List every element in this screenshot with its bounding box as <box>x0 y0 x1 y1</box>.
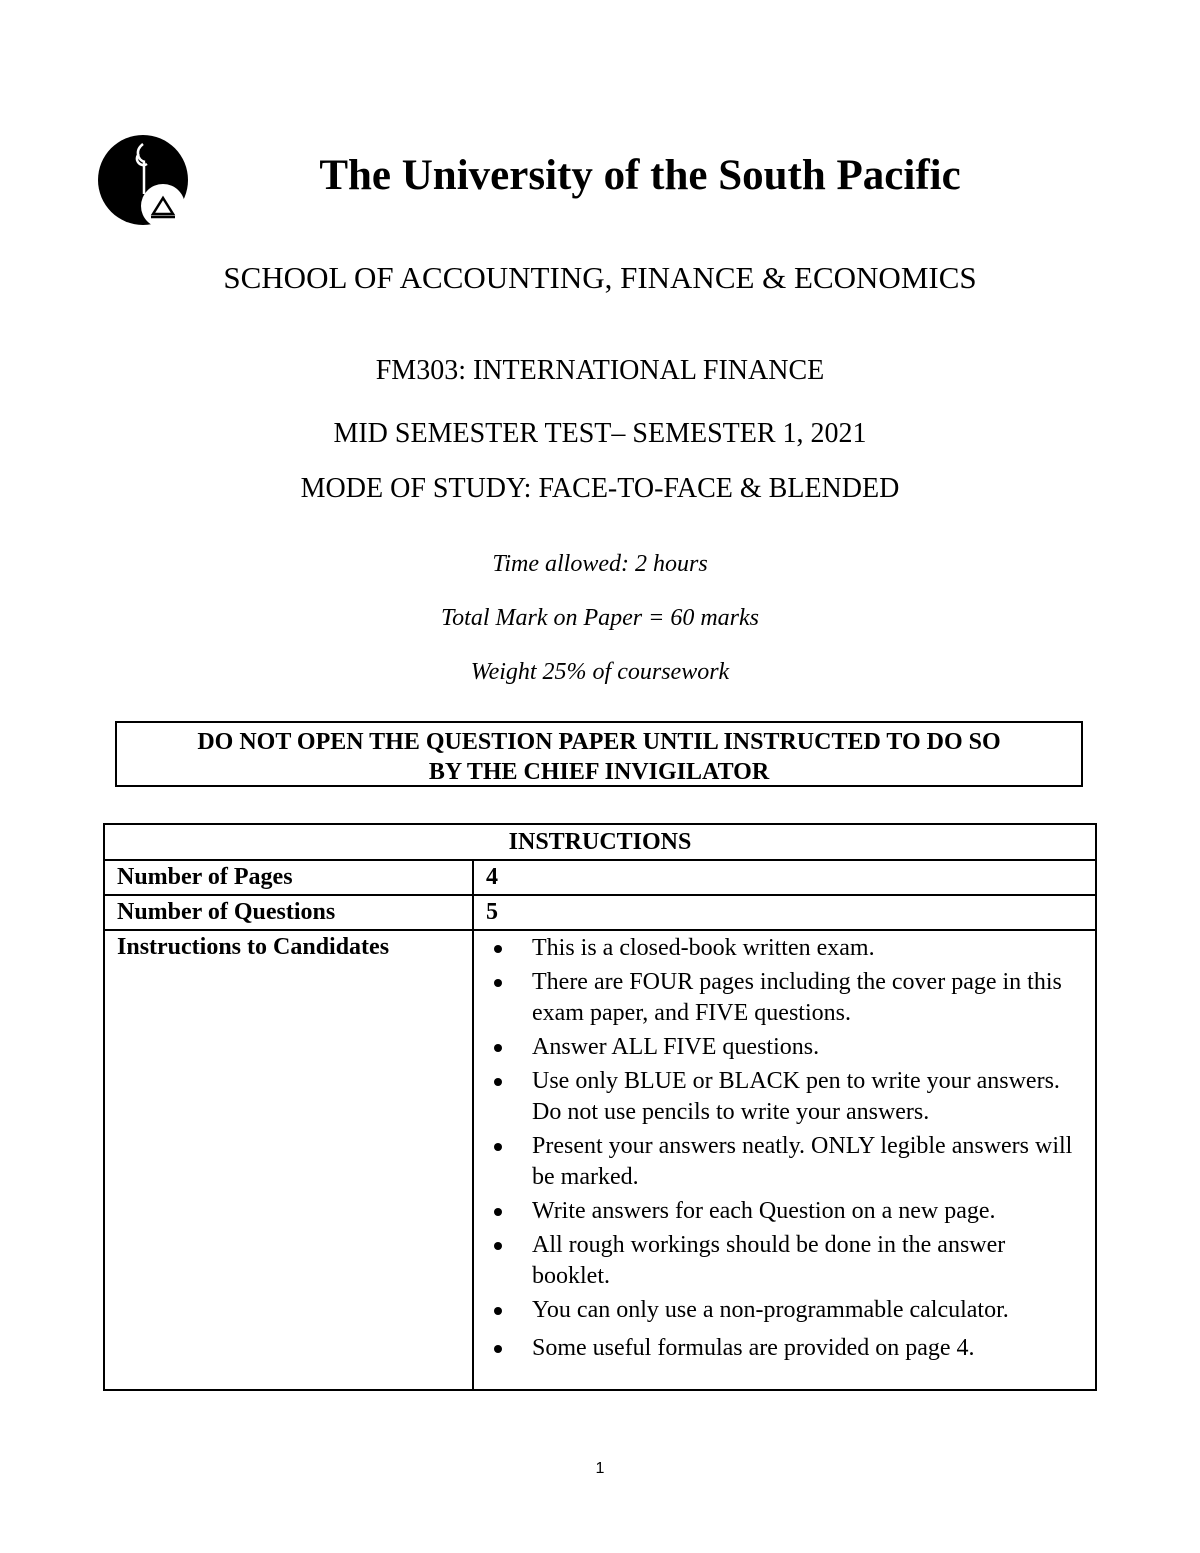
warning-line-1: DO NOT OPEN THE QUESTION PAPER UNTIL INSTRUCTED TO DO SO <box>197 729 1001 755</box>
list-item: Write answers for each Question on a new page. <box>486 1196 1081 1227</box>
candidates-instructions <box>473 930 1096 1390</box>
list-item: This is a closed-book written exam. <box>486 933 1081 964</box>
bullet-icon <box>494 945 502 953</box>
table-row <box>104 930 1096 1390</box>
list-item: Present your answers neatly. ONLY legible answers will be marked. <box>486 1131 1081 1193</box>
list-item: Answer ALL FIVE questions. <box>486 1032 1081 1063</box>
table-row <box>104 895 1096 930</box>
weight: Weight 25% of coursework <box>470 659 730 685</box>
bullet-icon <box>494 1143 502 1151</box>
bullet-icon <box>494 1345 502 1353</box>
bullet-icon <box>494 1242 502 1250</box>
school-name: SCHOOL OF ACCOUNTING, FINANCE & ECONOMICS <box>223 260 977 295</box>
course-title: FM303: INTERNATIONAL FINANCE <box>375 355 825 386</box>
test-title: MID SEMESTER TEST– SEMESTER 1, 2021 <box>333 418 867 449</box>
instruction-list <box>486 931 1095 1389</box>
instructions-table <box>103 823 1097 1391</box>
list-item: You can only use a non-programmable calculator. <box>486 1295 1081 1326</box>
list-item: Some useful formulas are provided on page 4. <box>486 1333 1081 1364</box>
pages-value: 4 <box>473 860 1096 895</box>
warning-line-2: BY THE CHIEF INVIGILATOR <box>428 759 770 785</box>
questions-label: Number of Questions <box>104 895 473 930</box>
time-allowed: Time allowed: 2 hours <box>492 551 708 577</box>
list-item: All rough workings should be done in the answer booklet. <box>486 1230 1081 1292</box>
study-mode: MODE OF STUDY: FACE-TO-FACE & BLENDED <box>300 473 900 504</box>
list-item: Use only BLUE or BLACK pen to write your answers. Do not use pencils to write your answers. <box>486 1066 1081 1128</box>
bullet-icon <box>494 1208 502 1216</box>
page-number: 1 <box>595 1460 605 1477</box>
bullet-icon <box>494 1307 502 1315</box>
list-item: There are FOUR pages including the cover page in this exam paper, and FIVE questions. <box>486 967 1081 1029</box>
total-mark: Total Mark on Paper = 60 marks <box>441 605 759 631</box>
instructions-heading: INSTRUCTIONS <box>104 824 1096 860</box>
table-row <box>104 860 1096 895</box>
pages-label: Number of Pages <box>104 860 473 895</box>
university-logo-icon <box>97 134 195 232</box>
bullet-icon <box>494 979 502 987</box>
bullet-icon <box>494 1078 502 1086</box>
candidates-label: Instructions to Candidates <box>104 930 473 1390</box>
questions-value: 5 <box>473 895 1096 930</box>
warning-box <box>115 721 1083 787</box>
bullet-icon <box>494 1044 502 1052</box>
university-title: The University of the South Pacific <box>319 152 961 199</box>
